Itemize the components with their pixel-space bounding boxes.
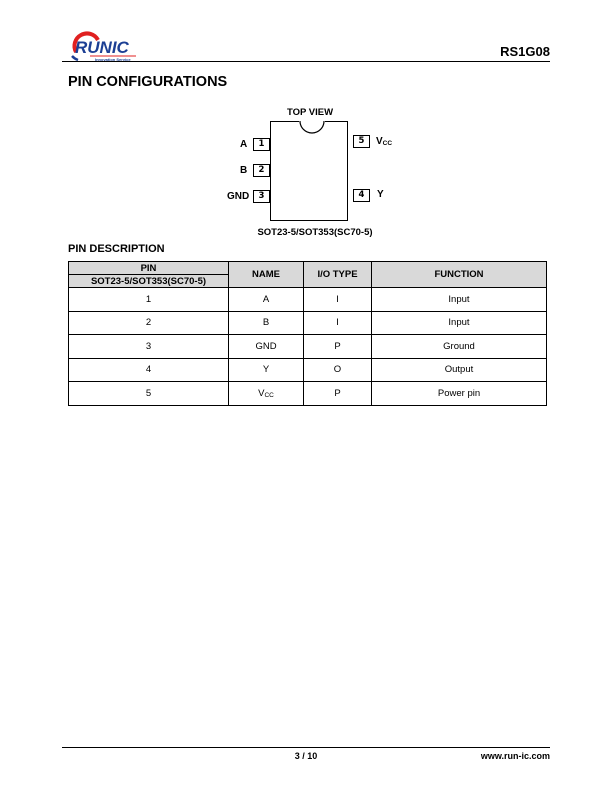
pin-label-gnd: GND xyxy=(227,191,250,202)
logo-text: RUNIC xyxy=(75,38,129,57)
pin-number-4: 4 xyxy=(353,189,370,202)
cell-name: Y xyxy=(229,358,304,382)
pin-label-a: A xyxy=(240,139,248,150)
footer-divider xyxy=(62,747,550,748)
pin-number-2: 2 xyxy=(253,164,270,177)
header-pin: PIN xyxy=(69,262,229,275)
pin-description-table xyxy=(68,261,547,406)
header-function: FUNCTION xyxy=(372,262,547,288)
runic-logo xyxy=(68,30,148,64)
document-id: RS1G08 xyxy=(500,44,550,59)
cell-name: $V_{CC}$ xyxy=(229,382,304,406)
header-divider xyxy=(62,61,550,62)
cell-function: Ground xyxy=(372,335,547,359)
pin-label-vcc: $V_{CC}$ xyxy=(376,136,393,147)
cell-function: Input xyxy=(372,288,547,312)
cell-pin: 3 xyxy=(69,335,229,359)
cell-io-type: O xyxy=(304,358,372,382)
table-row xyxy=(69,311,547,335)
logo-tagline: Innovation Service xyxy=(95,57,131,62)
pin-label-b: B xyxy=(240,165,248,176)
chip-package-outline xyxy=(270,121,348,221)
cell-name: GND xyxy=(229,335,304,359)
cell-pin: 5 xyxy=(69,382,229,406)
pin-number-3: 3 xyxy=(253,190,270,203)
pin1-notch xyxy=(299,120,325,133)
header-pin-package: SOT23-5/SOT353(SC70-5) xyxy=(69,275,229,288)
cell-function: Input xyxy=(372,311,547,335)
package-caption: SOT23-5/SOT353(SC70-5) xyxy=(257,227,373,238)
header-io-type: I/O TYPE xyxy=(304,262,372,288)
pin-label-y: Y xyxy=(377,189,384,200)
cell-name: A xyxy=(229,288,304,312)
cell-pin: 4 xyxy=(69,358,229,382)
page-number: 3 / 10 xyxy=(294,751,318,761)
section-title: PIN CONFIGURATIONS xyxy=(68,74,228,90)
cell-pin: 2 xyxy=(69,311,229,335)
cell-function: Output xyxy=(372,358,547,382)
pin-number-5: 5 xyxy=(353,135,370,148)
table-row xyxy=(69,288,547,312)
cell-io-type: P xyxy=(304,382,372,406)
pin-description-title: PIN DESCRIPTION xyxy=(68,243,165,255)
table-row xyxy=(69,382,547,406)
cell-io-type: I xyxy=(304,311,372,335)
website-link[interactable]: www.run-ic.com xyxy=(480,751,550,761)
cell-io-type: I xyxy=(304,288,372,312)
cell-pin: 1 xyxy=(69,288,229,312)
top-view-label: TOP VIEW xyxy=(286,107,334,118)
header-name: NAME xyxy=(229,262,304,288)
cell-io-type: P xyxy=(304,335,372,359)
cell-name: B xyxy=(229,311,304,335)
cell-function: Power pin xyxy=(372,382,547,406)
table-row xyxy=(69,358,547,382)
table-row xyxy=(69,335,547,359)
pin-number-1: 1 xyxy=(253,138,270,151)
